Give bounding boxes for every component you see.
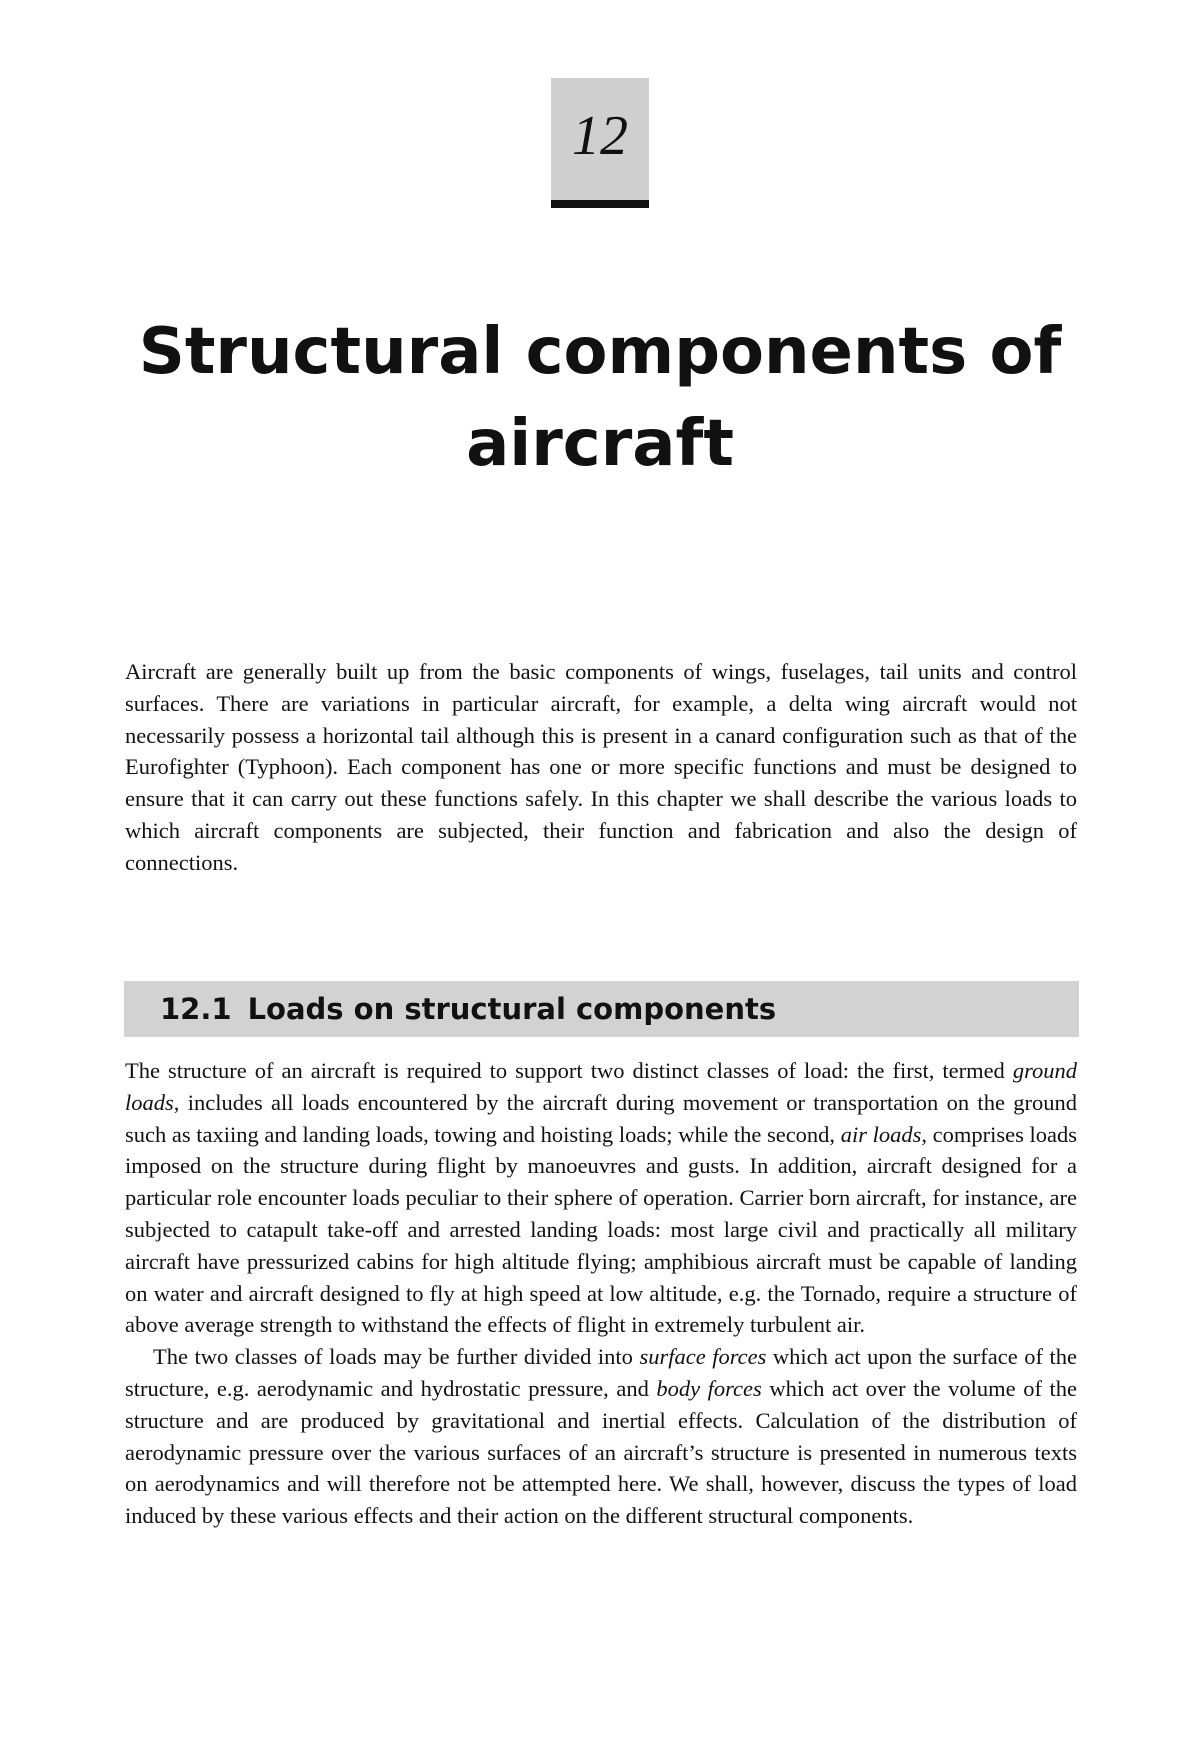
term-air-loads: air loads <box>840 1121 922 1147</box>
term-surface-forces: surface forces <box>639 1344 767 1370</box>
chapter-title-line-2: aircraft <box>466 407 734 481</box>
paragraph-1-text-c: , comprises loads imposed on the structure during flight by manoeuvres and gusts. In addition, aircraft designed for a particular role encounter loads peculiar to their sphere of operation. Carrier born aircraft, for instance, are subjected to catapult take-off and arrested landing loads: most large civil and practically all military aircraft have pressurized cabins for high altitude flying; amphibious aircraft must be capable of landing on water and aircraft designed to fly at high speed at low altitude, e.g. the Tornado, require a structure of above average strength to withstand the effects of flight in extremely turbulent air. <box>125 1121 1077 1338</box>
section-body <box>125 1055 1077 1532</box>
section-paragraph-1 <box>125 1055 1077 1341</box>
chapter-number: 12 <box>572 105 628 167</box>
paragraph-1-text-a: The structure of an aircraft is required to support two distinct classes of load: the first, termed <box>125 1058 1013 1083</box>
paragraph-1-text-b: , includes all loads encountered by the aircraft during movement or transportation on the ground such as taxiing and landing loads, towing and hoisting loads; while the second, <box>125 1089 1077 1147</box>
section-heading <box>124 981 1079 1037</box>
intro-paragraph: Aircraft are generally built up from the basic components of wings, fuselages, tail units and control surfaces. There are variations in particular aircraft, for example, a delta wing aircraft would not necessarily possess a horizontal tail although this is present in a canard configuration such as that of the Eurofighter (Typhoon). Each component has one or more specific functions and must be designed to ensure that it can carry out these functions safely. In this chapter we shall describe the various loads to which aircraft components are subjected, their function and fabrication and also the design of connections. <box>125 659 1077 875</box>
chapter-number-rule <box>551 200 649 208</box>
section-title: Loads on structural components <box>247 992 777 1026</box>
section-number: 12.1 <box>160 992 232 1026</box>
chapter-number-box <box>551 78 649 202</box>
section-paragraph-2 <box>125 1341 1077 1532</box>
term-body-forces: body forces <box>656 1375 762 1401</box>
chapter-title <box>120 306 1080 490</box>
term-ground-loads: ground loads <box>125 1058 1077 1115</box>
paragraph-2-text-b: which act upon the surface of the structure, e.g. aerodynamic and hydrostatic pressure, and <box>125 1344 1077 1401</box>
chapter-title-line-1: Structural components of <box>138 315 1062 389</box>
paragraph-2-text-a: The two classes of loads may be further divided into <box>153 1344 640 1370</box>
paragraph-2-text-c: which act over the volume of the structure and are produced by gravitational and inertial effects. Calculation of the distribution of aerodynamic pressure over the various surfaces of an aircraft’s structure is presented in numerous texts on aerodynamics and will therefore not be attempted here. We shall, however, discuss the types of load induced by these various effects and their action on the different structural components. <box>125 1375 1077 1529</box>
